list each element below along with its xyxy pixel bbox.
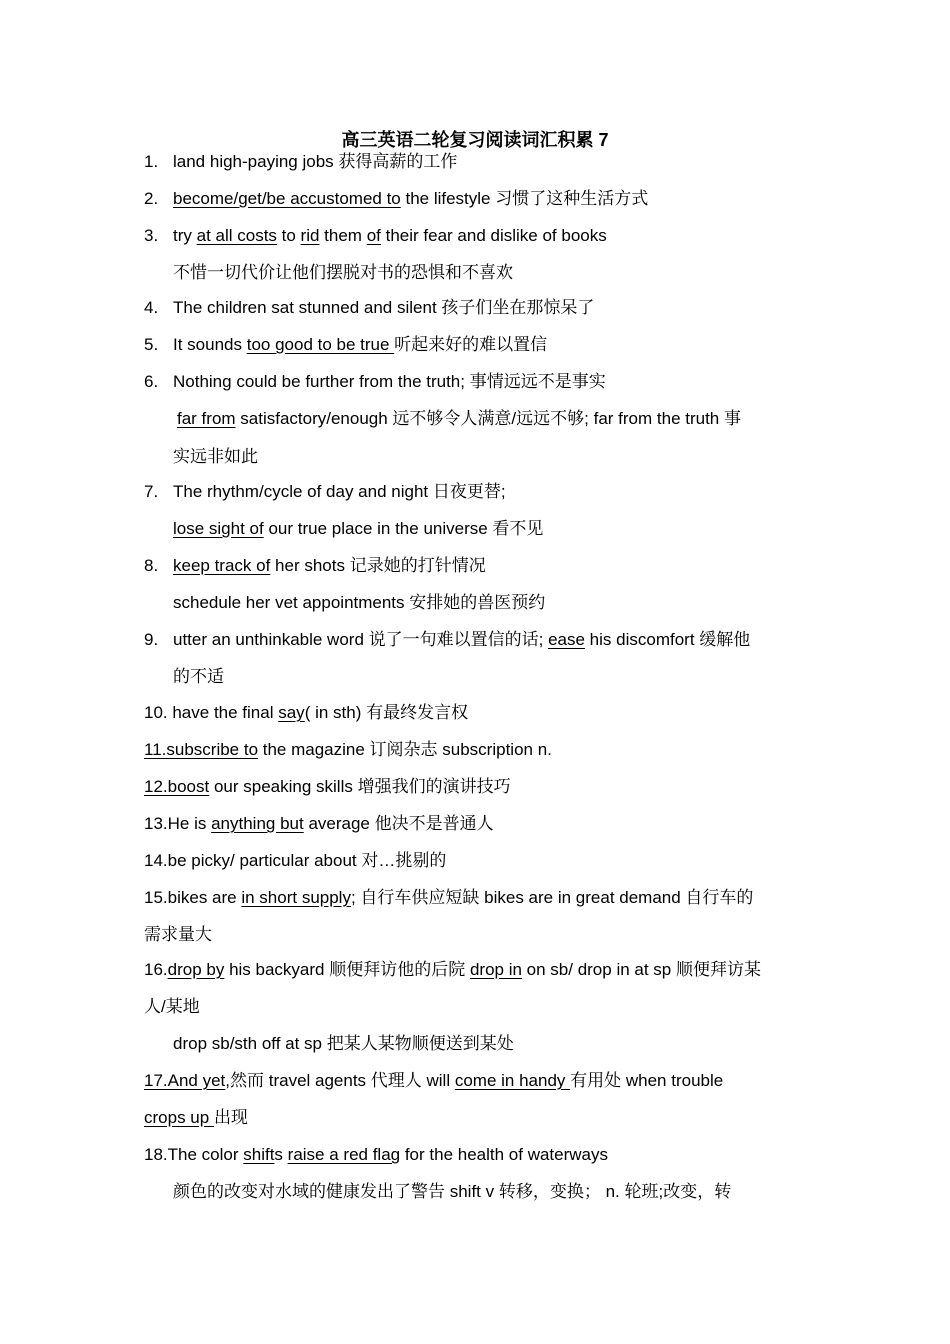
list-item: 7. The rhythm/cycle of day and night 日夜更替; xyxy=(144,482,506,501)
list-item: 16.drop by his backyard 顺便拜访他的后院 drop in on sb/ drop in at sp 顺便拜访某 xyxy=(144,960,761,979)
list-item-continuation: 需求量大 xyxy=(144,925,212,944)
list-item: 5. It sounds too good to be true 听起来好的难以置信 xyxy=(144,335,548,354)
list-item: 14.be picky/ particular about 对…挑剔的 xyxy=(144,851,447,870)
list-item: 8. keep track of her shots 记录她的打针情况 xyxy=(144,556,486,575)
list-item-continuation: lose sight of our true place in the universe 看不见 xyxy=(173,519,544,538)
list-item: 13.He is anything but average 他决不是普通人 xyxy=(144,814,494,833)
list-item: 3. try at all costs to rid them of their fear and dislike of books xyxy=(144,226,607,245)
list-item: 17.And yet,然而 travel agents 代理人 will come in handy 有用处 when trouble xyxy=(144,1071,724,1090)
list-item-continuation: drop sb/sth off at sp 把某人某物顺便送到某处 xyxy=(173,1034,514,1053)
list-item: 2. become/get/be accustomed to the lifestyle 习惯了这种生活方式 xyxy=(144,189,649,208)
list-item-continuation: 的不适 xyxy=(173,667,224,686)
list-item: 4. The children sat stunned and silent 孩子们坐在那惊呆了 xyxy=(144,298,595,317)
list-item-translation: 不惜一切代价让他们摆脱对书的恐惧和不喜欢 xyxy=(173,263,513,282)
list-item-translation: 颜色的改变对水域的健康发出了警告 shift v 转移，变换； n. 轮班;改变，转 xyxy=(173,1182,732,1201)
list-item-continuation: schedule her vet appointments 安排她的兽医预约 xyxy=(173,593,546,612)
list-item-continuation: crops up 出现 xyxy=(144,1108,248,1127)
list-item: 6. Nothing could be further from the truth; 事情远远不是事实 xyxy=(144,372,606,391)
list-item: 18.The color shifts raise a red flag for the health of waterways xyxy=(144,1145,608,1164)
list-item: 11.subscribe to the magazine 订阅杂志 subscription n. xyxy=(144,740,552,759)
list-item: 10. have the final say( in sth) 有最终发言权 xyxy=(144,703,469,722)
list-item: 12.boost our speaking skills 增强我们的演讲技巧 xyxy=(144,777,511,796)
list-item: 1. land high-paying jobs 获得高薪的工作 xyxy=(144,152,458,171)
list-item: 9. utter an unthinkable word 说了一句难以置信的话; ease his discomfort 缓解他 xyxy=(144,630,751,649)
list-item-continuation: far from satisfactory/enough 远不够令人满意/远远不够; far from the truth 事 xyxy=(177,409,741,428)
page-title: 高三英语二轮复习阅读词汇积累 7 xyxy=(341,130,609,150)
list-item: 15.bikes are in short supply; 自行车供应短缺 bikes are in great demand 自行车的 xyxy=(144,888,754,907)
list-item-continuation: 人/某地 xyxy=(144,997,200,1016)
list-item-continuation: 实远非如此 xyxy=(173,447,258,466)
